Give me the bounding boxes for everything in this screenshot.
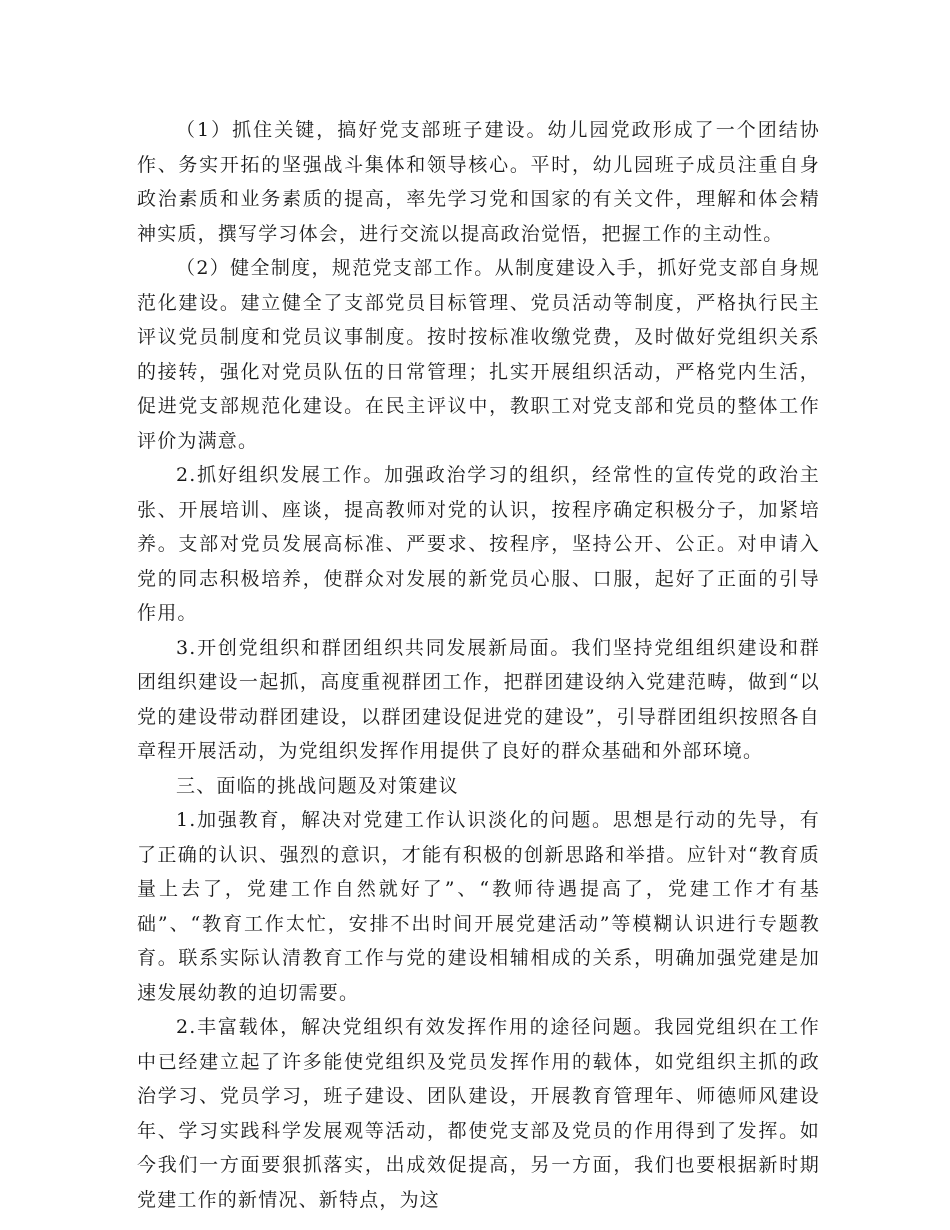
paragraph-2: 2.抓好组织发展工作。加强政治学习的组织，经常性的宣传党的政治主张、开展培训、座谈，提高教师对党的认识，按程序确定积极分子，加紧培养。支部对党员发展高标准、严要求、按程序，坚持公开、公正。对申请入党的同志积极培养，使群众对发展的新党员心服、口服，起好了正面的引导作用。 [137, 464, 820, 624]
paragraph-s3-1: 1.加强教育，解决对党建工作认识淡化的问题。思想是行动的先导，有了正确的认识、强烈的意识，才能有积极的创新思路和举措。应针对“教育质量上去了，党建工作自然就好了”、“教师待遇提高了，党建工作才有基础”、“教育工作太忙，安排不出时间开展党建活动”等模糊认识进行专题教育。联系实际认清教育工作与党的建设相辅相成的关系，明确加强党建是加速发展幼教的迫切需要。 [137, 809, 820, 1004]
paragraph-1-2: （2）健全制度，规范党支部工作。从制度建设入手，抓好党支部自身规范化建设。建立健全了支部党员目标管理、党员活动等制度，严格执行民主评议党员制度和党员议事制度。按时按标准收缴党费，及时做好党组织关系的接转，强化对党员队伍的日常管理；扎实开展组织活动，严格党内生活，促进党支部规范化建设。在民主评议中，教职工对党支部和党员的整体工作评价为满意。 [137, 257, 820, 452]
paragraph-s3-2: 2.丰富载体，解决党组织有效发挥作用的途径问题。我园党组织在工作中已经建立起了许多能使党组织及党员发挥作用的载体，如党组织主抓的政治学习、党员学习，班子建设、团队建设，开展教育管理年、师德师风建设年、学习实践科学发展观等活动，都使党支部及党员的作用得到了发挥。如今我们一方面要狠抓落实，出成效促提高，另一方面，我们也要根据新时期党建工作的新情况、新特点，为这 [137, 1016, 820, 1211]
paragraph-3: 3.开创党组织和群团组织共同发展新局面。我们坚持党组组织建设和群团组织建设一起抓，高度重视群团工作，把群团建设纳入党建范畴，做到“以党的建设带动群团建设，以群团建设促进党的建设”，引导群团组织按照各自章程开展活动，为党组织发挥作用提供了良好的群众基础和外部环境。 [137, 636, 820, 762]
document-body [137, 113, 820, 1217]
paragraph-1-1: （1）抓住关键，搞好党支部班子建设。幼儿园党政形成了一个团结协作、务实开拓的坚强战斗集体和领导核心。平时，幼儿园班子成员注重自身政治素质和业务素质的提高，率先学习党和国家的有关文件，理解和体会精神实质，撰写学习体会，进行交流以提高政治觉悟，把握工作的主动性。 [137, 119, 820, 245]
section-heading-3: 三、面临的挑战问题及对策建议 [176, 774, 459, 797]
